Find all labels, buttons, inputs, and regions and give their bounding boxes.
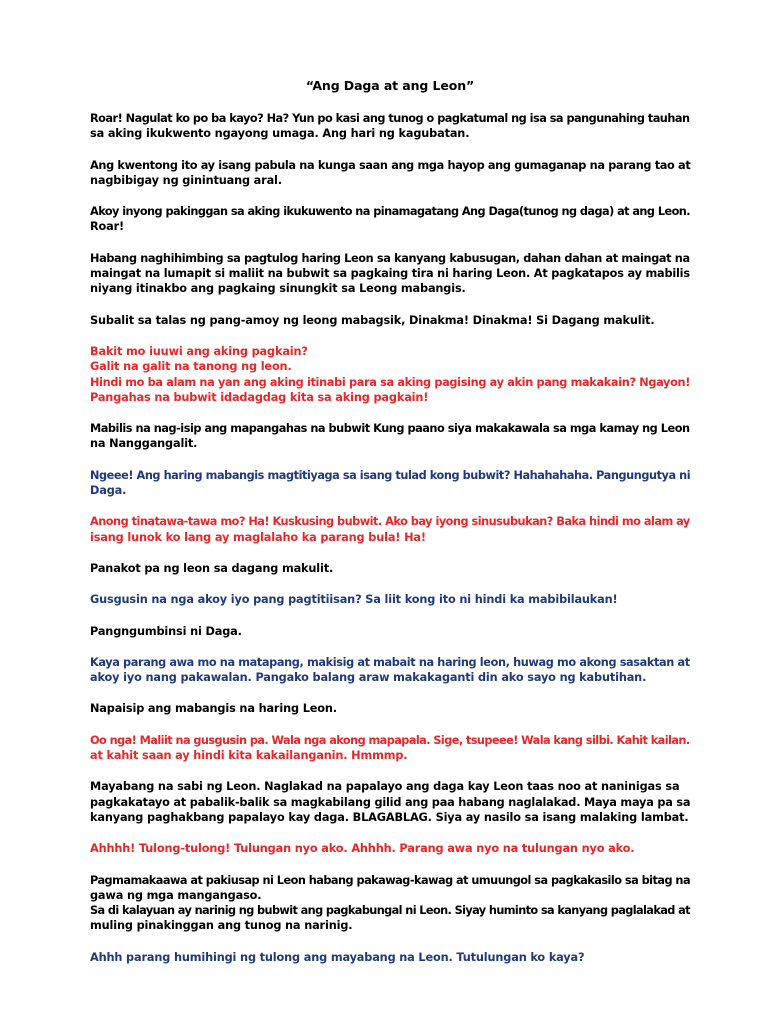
document-body [90,111,690,965]
paragraph [90,779,690,825]
paragraph-line: Habang naghihimbing sa pagtulog haring Leon sa kanyang kabusugan, dahan dahan at maingat na [90,251,690,265]
paragraph-line: Bakit mo iuuwi ang aking pagkain? [90,344,308,358]
paragraph-line: na Nanggangalit. [90,437,198,451]
paragraph-line: Anong tinatawa-tawa mo? Ha! Kuskusing bubwit. Ako bay iyong sinusubukan? Baka hindi mo alam ay [90,515,690,529]
paragraph-line: Hindi mo ba alam na yan ang aking itinabi para sa aking pagising ay akin pang makakain? Ngayon! [90,375,691,389]
document-title: “Ang Daga at ang Leon” [305,78,475,93]
paragraph [90,158,690,189]
paragraph-line: at kahit saan ay hindi kita kakailanganin. Hmmmp. [90,749,408,763]
paragraph-line: Sa di kalayuan ay narinig ng bubwit ang pagkabungal ni Leon. Siyay huminto sa kanyang paglalakad at [90,904,690,918]
paragraph-line: maingat na lumapit si maliit na bubwit sa pagkaing tira ni haring Leon. At pagkatapos ay mabilis [90,267,690,281]
paragraph-line: Gusgusin na nga akoy iyo pang pagtitiisan? Sa liit kong ito ni hindi ka mabibilaukan! [90,593,618,607]
paragraph-line: Pangngumbinsi ni Daga. [90,624,242,638]
paragraph-line: Oo nga! Maliit na gusgusin pa. Wala nga akong mapapala. Sige, tsupeee! Wala kang silbi. Kahit kailan. [90,733,690,747]
paragraph-line: Mabilis na nag-isip ang mapangahas na bubwit Kung paano siya makakawala sa mga kamay ng Leon [90,422,690,436]
paragraph [90,204,690,235]
paragraph-line: Napaisip ang mabangis na haring Leon. [90,702,337,716]
paragraph-line: Galit na galit na tanong ng leon. [90,360,292,374]
paragraph [90,561,690,576]
paragraph [90,701,690,716]
paragraph-line: Panakot pa ng leon sa dagang makulit. [90,561,334,575]
paragraph-line: sa aking ikukwento ngayong umaga. Ang hari ng kagubatan. [90,127,470,141]
paragraph-line: Akoy inyong pakinggan sa aking ikukuwento na pinamagatang Ang Daga(tunog ng daga) at ang Leon. [90,205,691,219]
paragraph-line: Mayabang na sabi ng Leon. Naglakad na papalayo ang daga kay Leon taas noo at naninigas sa [90,780,680,794]
paragraph-line: nagbibigay ng ginintuang aral. [90,173,282,187]
paragraph-line: akoy iyo nang pakawalan. Pangako balang araw makakaganti din ako sayo ng kabutihan. [90,671,647,685]
paragraph-line: Kaya parang awa mo na matapang, makisig at mabait na haring leon, huwag mo akong sasaktan at [90,655,690,669]
paragraph-line: Pangahas na bubwit idadagdag kita sa aking pagkain! [90,390,429,404]
paragraph-line: Roar! Nagulat ko po ba kayo? Ha? Yun po kasi ang tunog o pagkatumal ng isa sa pangunahing tauhan [90,112,690,125]
paragraph [90,313,690,328]
paragraph-line: Roar! [90,220,125,234]
paragraph-line: pagkakatayo at pabalik-balik sa magkabilang gilid ang paa habang naglalakad. Maya maya pa sa [90,795,691,809]
paragraph-line: Subalit sa talas ng pang-amoy ng leong mabagsik, Dinakma! Dinakma! Si Dagang makulit. [90,313,655,327]
paragraph-line: muling pinakinggan ang tunog na narinig. [90,919,353,933]
paragraph-line: Ahhh parang humihingi ng tulong ang mayabang na Leon. Tutulungan ko kaya? [90,950,585,964]
paragraph-line: kanyang paghakbang papalayo kay daga. BLAGABLAG. Siya ay nasilo sa isang malaking lambat. [90,810,689,824]
paragraph-line: Ang kwentong ito ay isang pabula na kunga saan ang mga hayop ang gumaganap na parang tao at [90,158,691,172]
paragraph [90,514,690,545]
paragraph-line: isang lunok ko lang ay maglalaho ka parang bula! Ha! [90,530,426,544]
document-page [90,78,690,981]
paragraph [90,421,690,452]
paragraph [90,655,690,686]
paragraph [90,841,690,856]
paragraph [90,251,690,297]
paragraph-line: niyang itinakbo ang pagkaing sinungkit sa Leong mabangis. [90,282,466,296]
paragraph [90,733,690,764]
paragraph-line: Daga. [90,484,127,498]
paragraph-line: Ngeee! Ang haring mabangis magtitiyaga sa isang tulad kong bubwit? Hahahahaha. Pangungutya ni [90,468,691,482]
paragraph [90,111,690,142]
paragraph-line: Pagmamakaawa at pakiusap ni Leon habang pakawag-kawag at umuungol sa pagkakasilo sa bitag na [90,873,691,887]
paragraph-line: gawa ng mga mangangaso. [90,888,262,902]
paragraph [90,592,690,607]
paragraph [90,624,690,639]
paragraph [90,950,690,965]
paragraph [90,344,690,405]
paragraph-line: Ahhhh! Tulong-tulong! Tulungan nyo ako. Ahhhh. Parang awa nyo na tulungan nyo ako. [90,842,635,856]
paragraph [90,873,690,934]
paragraph [90,468,690,499]
